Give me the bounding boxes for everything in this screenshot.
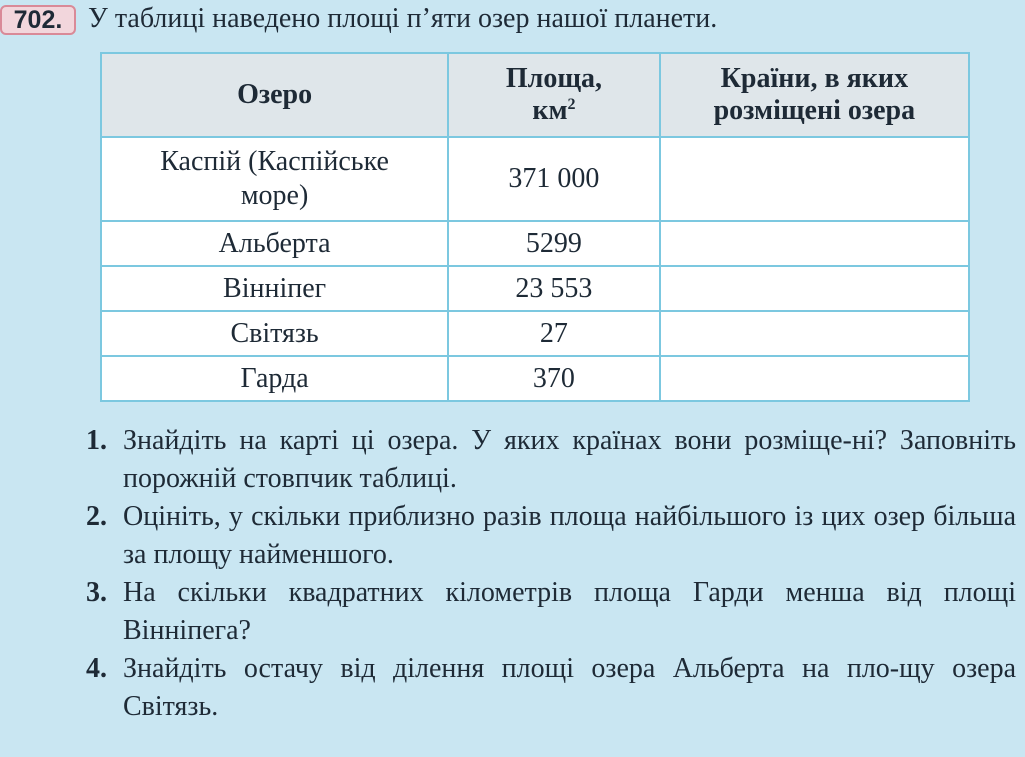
- lakes-table: [100, 52, 970, 402]
- question-item: [86, 574, 1016, 650]
- lake-area-cell: 370: [448, 356, 660, 401]
- question-number: 4.: [86, 653, 107, 684]
- header-lake: Озеро: [101, 53, 448, 137]
- question-item: [86, 422, 1016, 498]
- lake-name-cell: Світязь: [101, 311, 448, 356]
- question-item: [86, 650, 1016, 726]
- table-row: [101, 221, 969, 266]
- lake-countries-cell: [660, 137, 969, 221]
- lake-name-cell: Альберта: [101, 221, 448, 266]
- lake-countries-cell: [660, 266, 969, 311]
- lake-countries-cell: [660, 221, 969, 266]
- question-number: 1.: [86, 425, 107, 456]
- table-row: [101, 137, 969, 221]
- header-area: Площа, $км^2$: [448, 53, 660, 137]
- lake-area-cell: 5299: [448, 221, 660, 266]
- question-text: Знайдіть на карті ці озера. У яких країнах вони розміще-ні? Заповніть порожній стовпчик таблиці.: [123, 425, 1016, 494]
- lake-countries-cell: [660, 311, 969, 356]
- lake-area-cell: 27: [448, 311, 660, 356]
- question-item: [86, 498, 1016, 574]
- task-title: У таблиці наведено площі п’яти озер нашої планети.: [88, 3, 718, 34]
- task-number-badge: 702.: [0, 5, 76, 35]
- lake-name-cell: Вінніпег: [101, 266, 448, 311]
- task-header: [0, 2, 1020, 36]
- question-number: 2.: [86, 501, 107, 532]
- lake-countries-cell: [660, 356, 969, 401]
- lake-name-cell: Каспій (Каспійське море): [101, 137, 448, 221]
- lake-name-cell: Гарда: [101, 356, 448, 401]
- question-number: 3.: [86, 577, 107, 608]
- table-row: [101, 356, 969, 401]
- question-text: Знайдіть остачу від ділення площі озера Альберта на пло-щу озера Світязь.: [123, 653, 1016, 722]
- header-countries: Країни, в яких розміщені озера: [660, 53, 969, 137]
- question-text: На скільки квадратних кілометрів площа Гарди менша від площі Вінніпега?: [123, 577, 1016, 646]
- table-row: [101, 266, 969, 311]
- question-text: Оцініть, у скільки приблизно разів площа найбільшого із цих озер більша за площу найменшого.: [123, 501, 1016, 570]
- lake-area-cell: 23 553: [448, 266, 660, 311]
- lake-area-cell: 371 000: [448, 137, 660, 221]
- table-row: [101, 311, 969, 356]
- table-header-row: [101, 53, 969, 137]
- question-list: [86, 422, 1016, 726]
